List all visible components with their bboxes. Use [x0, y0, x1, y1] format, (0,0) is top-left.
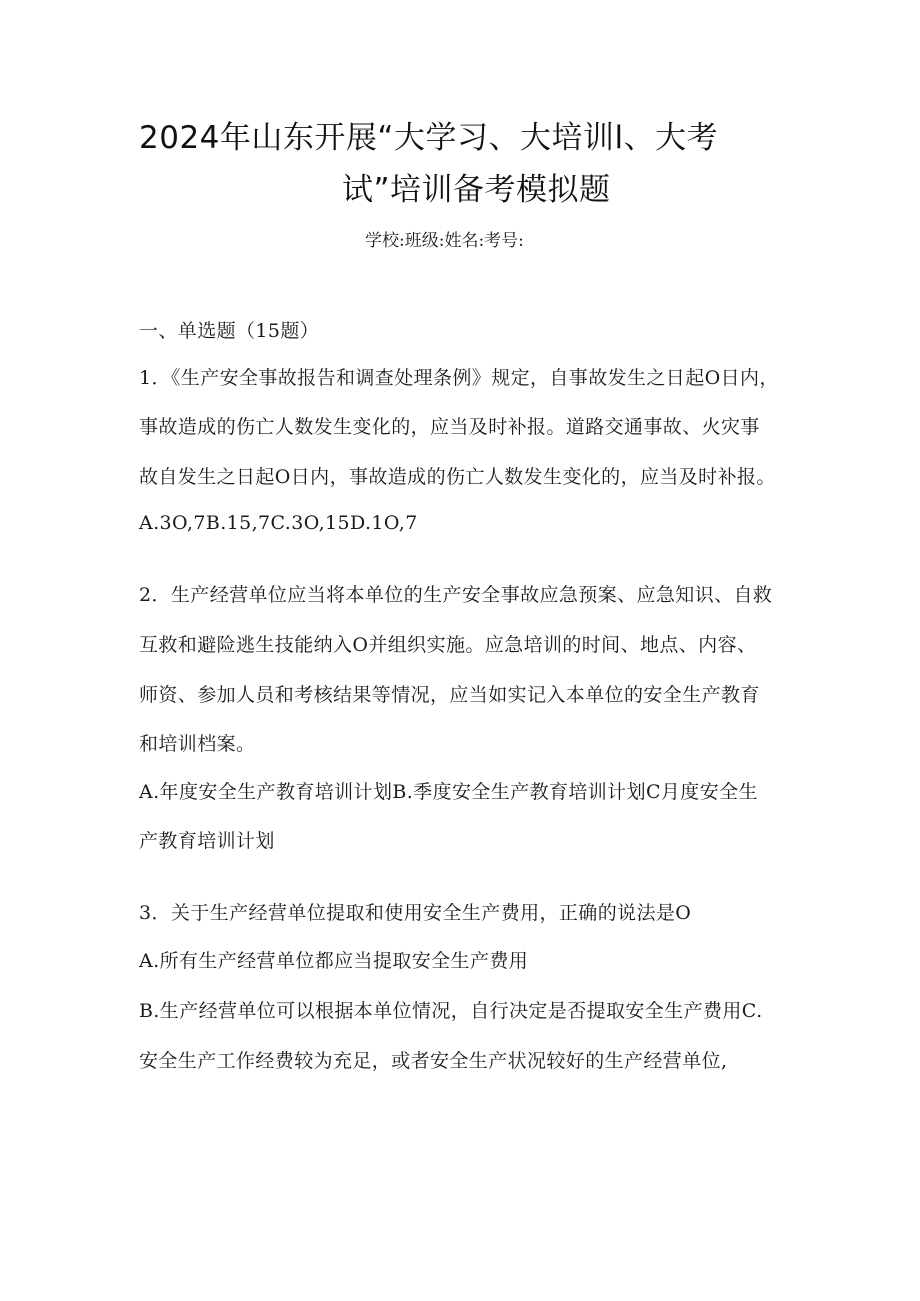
question-3-option-c: 安全生产工作经费较为充足，或者安全生产状况较好的生产经营单位, — [139, 1050, 728, 1072]
section-heading: 一、单选题（15题） — [139, 320, 320, 342]
question-2-options-line-1: A.年度安全生产教育培训计划B.季度安全生产教育培训计划C月度安全生 — [139, 781, 758, 803]
question-2-text-line-2: 互救和避险逃生技能纳入O并组织实施。应急培训的时间、地点、内容、 — [139, 634, 757, 656]
document-title-line-1: 2024年山东开展“大学习、大培训l、大考 — [139, 120, 719, 156]
question-1-text-line-1: 1．《生产安全事故报告和调查处理条例》规定，自事故发生之日起O日内， — [139, 367, 779, 389]
question-1-text-line-2: 事故造成的伤亡人数发生变化的，应当及时补报。道路交通事故、火灾事 — [139, 416, 760, 438]
student-info-fields: 学校:班级:姓名:考号: — [365, 231, 524, 251]
question-3-option-b: B.生产经营单位可以根据本单位情况，自行决定是否提取安全生产费用C. — [139, 1000, 763, 1022]
question-2-options-line-2: 产教育培训计划 — [139, 830, 275, 852]
question-2-text-line-4: 和培训档案。 — [139, 733, 256, 755]
document-title-line-2: 试”培训备考模拟题 — [342, 172, 611, 208]
question-3-option-a: A.所有生产经营单位都应当提取安全生产费用 — [139, 950, 529, 972]
question-2-text-line-3: 师资、参加人员和考核结果等情况，应当如实记入本单位的安全生产教育 — [139, 684, 760, 706]
question-2-text-line-1: 2．生产经营单位应当将本单位的生产安全事故应急预案、应急知识、自救 — [139, 584, 773, 606]
question-3-text: 3．关于生产经营单位提取和使用安全生产费用，正确的说法是O — [139, 902, 692, 924]
question-1-text-line-3: 故自发生之日起O日内，事故造成的伤亡人数发生变化的，应当及时补报。 — [139, 466, 776, 488]
question-1-options: A.3O,7B.15,7C.3O,15D.1O,7 — [139, 512, 418, 534]
